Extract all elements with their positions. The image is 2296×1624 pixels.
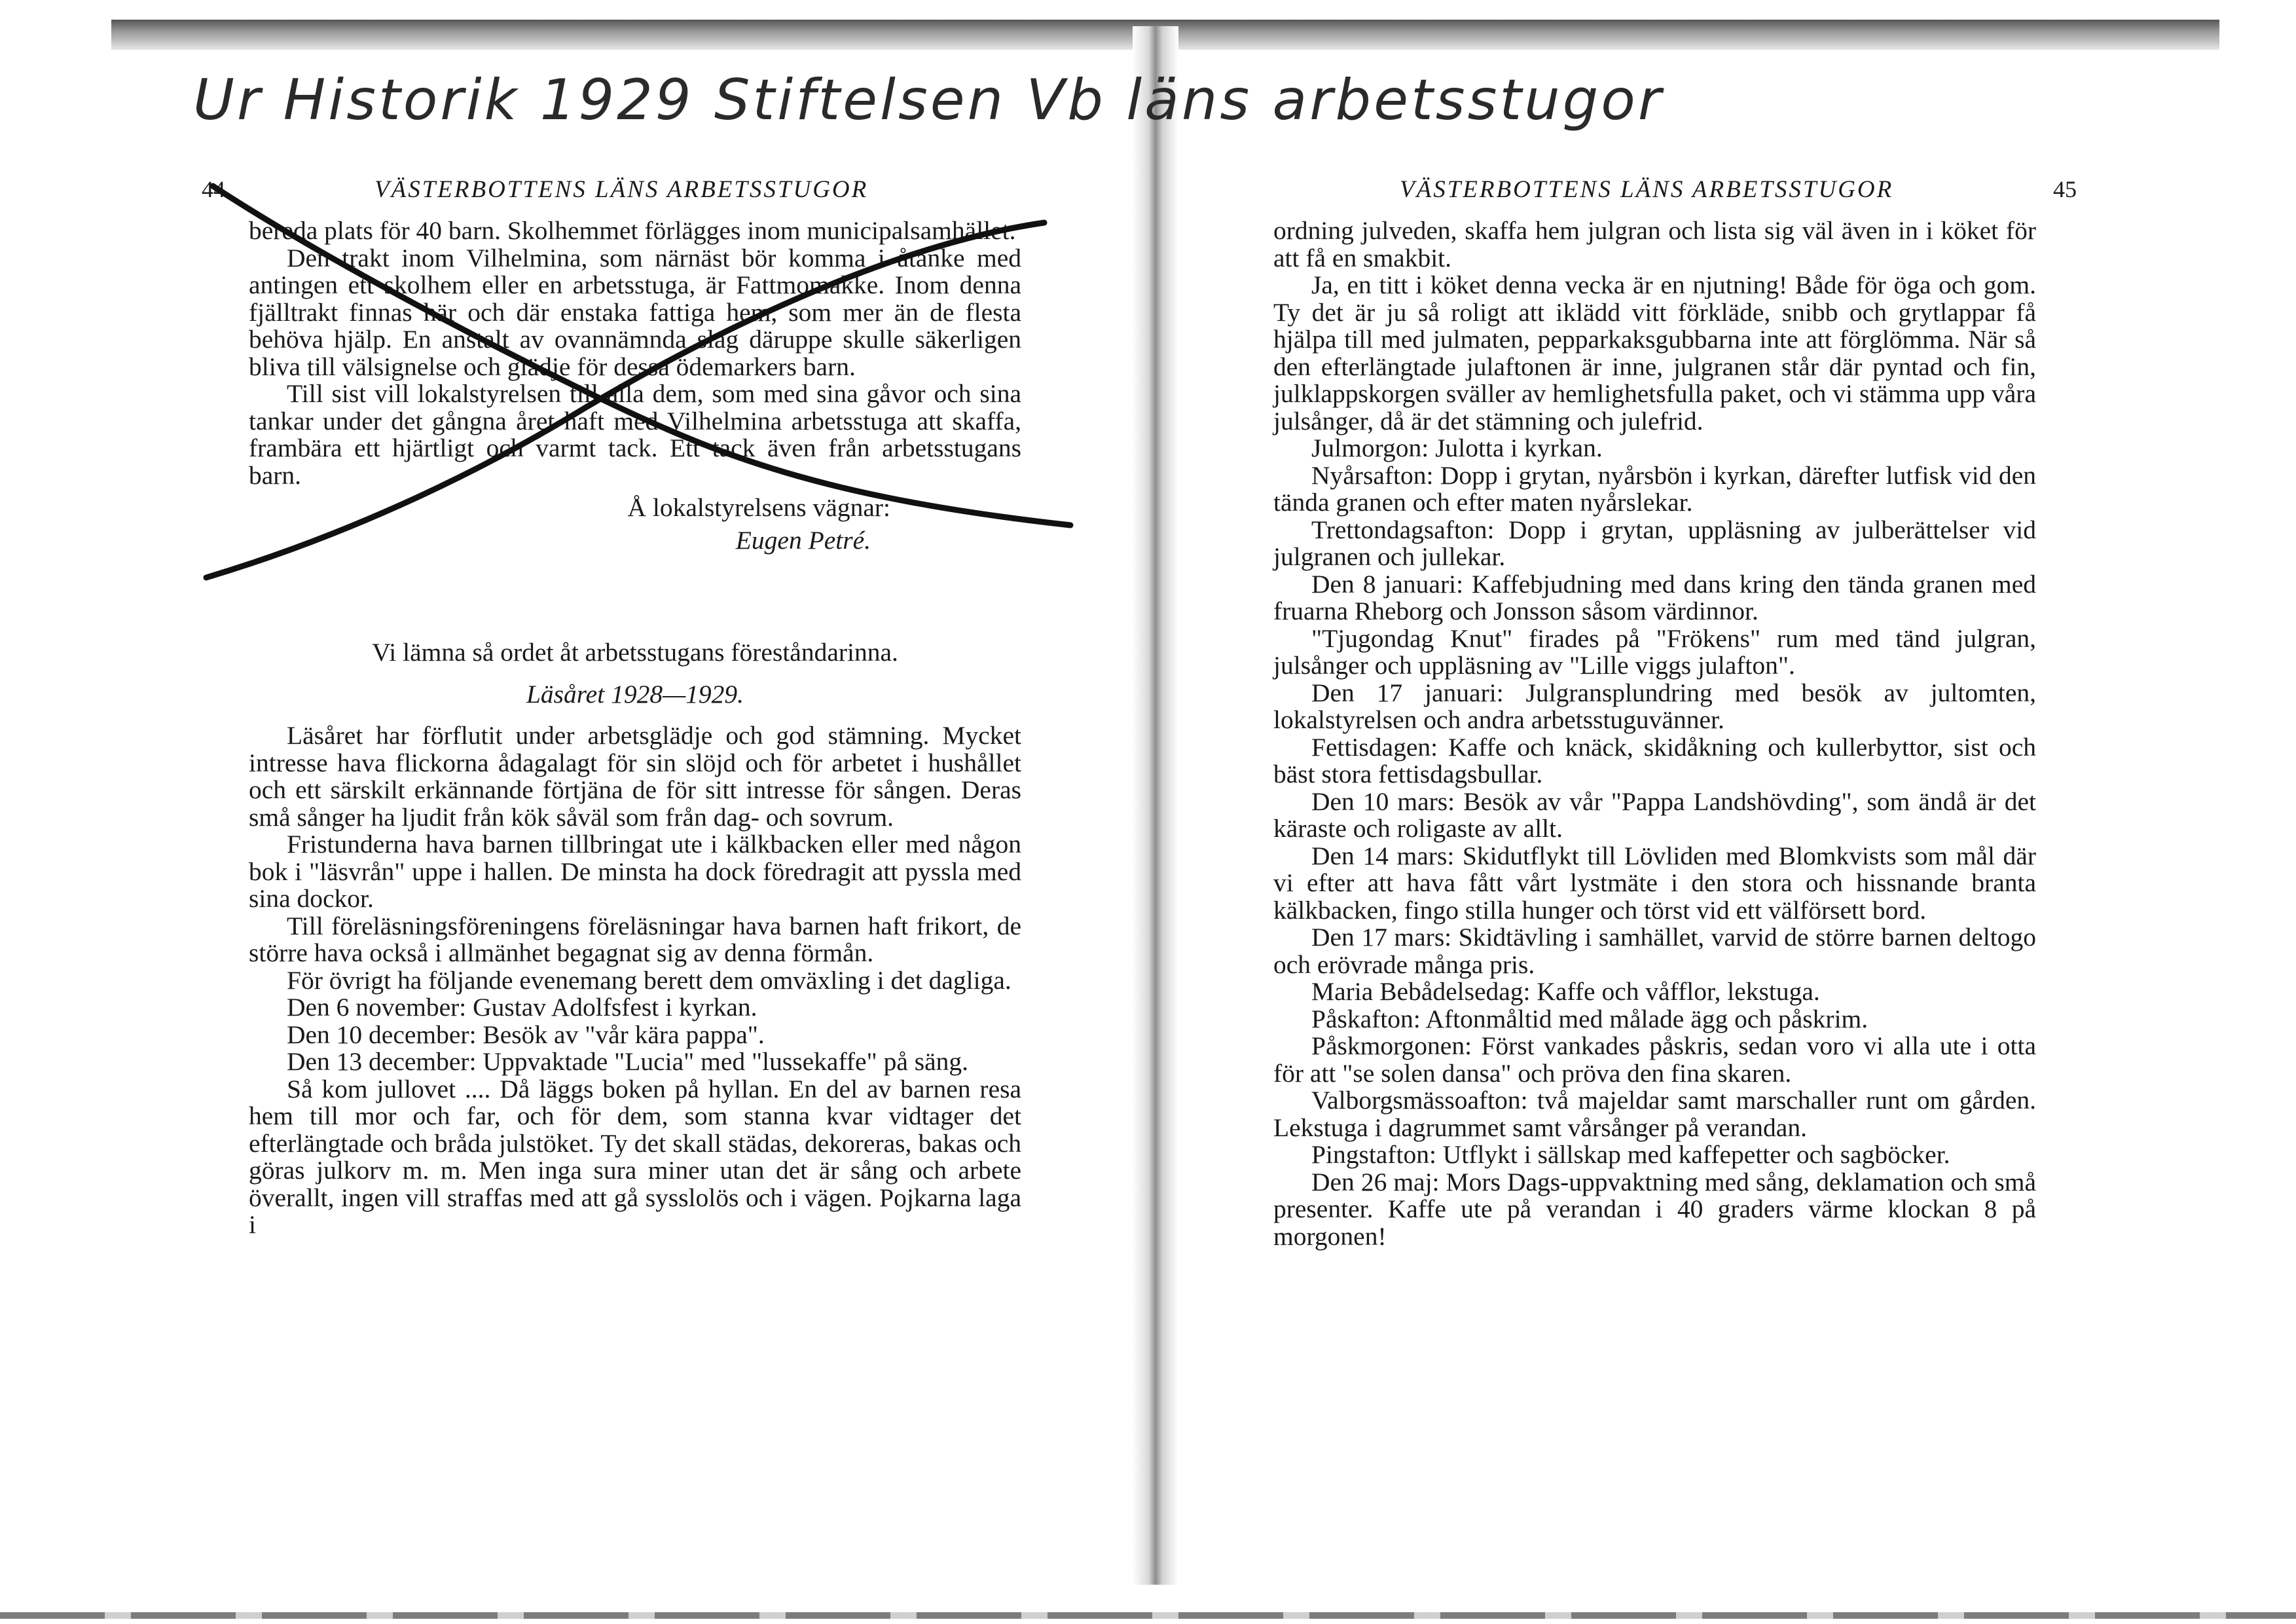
paragraph: ordning julveden, skaffa hem julgran och lista sig väl även in i köket för att få en smakbit. <box>1273 216 2036 272</box>
event-entry: Den 13 december: Uppvaktade "Lucia" med "lussekaffe" på säng. <box>287 1047 969 1076</box>
paragraph: Så kom jullovet .... Då läggs boken på hyllan. En del av barnen resa hem till mor och far, och för dem, som stanna kvar vidtager det efterlängtade och bråda julstöket. Ty det skall städas, dekoreras, bakas och göras julkorv m. m. Men inga sura miner utan det är sång och arbete överallt, ingen vill straffas med att gå sysslolös och i vägen. Pojkarna laga i <box>249 1074 1021 1239</box>
event-entry: Trettondagsafton: Dopp i grytan, uppläsning av julberättelser vid julgranen och jullekar. <box>1273 515 2036 571</box>
event-entry: Påskmorgonen: Först vankades påskris, sedan voro vi alla ute i otta för att "se solen dansa" och pröva den fina skaren. <box>1273 1031 2036 1088</box>
handwritten-note-text: Ur Historik 1929 Stiftelsen Vb läns arbetsstugor <box>193 67 1664 133</box>
right-page-number: 45 <box>2053 176 2077 202</box>
paragraph: Fristunderna hava barnen tillbringat ute i kälkbacken eller med någon bok i "läsvrån" uppe i hallen. De minsta ha dock föredragit att pyssla med sina dockor. <box>249 830 1021 913</box>
event-entry: Julmorgon: Julotta i kyrkan. <box>1311 434 1603 462</box>
event-entry: Den 26 maj: Mors Dags-uppvaktning med sång, deklamation och små presenter. Kaffe ute på verandan i 40 graders värme klockan 8 på morgonen! <box>1273 1167 2036 1251</box>
handwritten-note <box>193 54 1664 139</box>
right-page <box>1273 172 2077 1251</box>
event-entry: Den 17 mars: Skidtävling i samhället, varvid de större barnen deltogo och erövrade många pris. <box>1273 923 2036 979</box>
paragraph: Till föreläsningsföreningens föreläsningar hava barnen haft frikort, de större hava också i allmänhet begagnat sig av denna förmån. <box>249 911 1021 967</box>
event-entry: Fettisdagen: Kaffe och knäck, skidåkning och kullerbyttor, sist och bäst stora fettisdagsbullar. <box>1273 732 2036 788</box>
right-running-head <box>1273 172 2077 217</box>
left-page-text <box>249 217 1021 1239</box>
paragraph: För övrigt ha följande evenemang berett dem omväxling i det dagliga. <box>287 965 1011 995</box>
left-page-number: 44 <box>202 176 225 202</box>
signature-line: Å lokalstyrelsens vägnar: <box>627 493 890 522</box>
event-entry: "Tjugondag Knut" firades på "Frökens" rum med tänd julgran, julsånger och uppläsning av "Lille viggs julafton". <box>1273 623 2036 680</box>
event-entry: Den 14 mars: Skidutflykt till Lövliden med Blomkvists som mål där vi efter att hava fått vårt lystmäte i den stora och hissnande branta kälkbacken, fingo stilla hunger och törst vid ett välförsett bord. <box>1273 841 2036 925</box>
event-entry: Den 6 november: Gustav Adolfsfest i kyrkan. <box>287 993 757 1022</box>
paragraph: Till sist vill lokalstyrelsen till alla dem, som med sina gåvor och sina tankar under det gångna året haft med Vilhelmina arbetsstuga att skaffa, frambära ett hjärtligt och varmt tack. Ett tack även från arbetsstugans barn. <box>249 379 1021 490</box>
book-gutter-shadow <box>1133 26 1178 1585</box>
right-running-title: VÄSTERBOTTENS LÄNS ARBETSSTUGOR <box>1400 176 1894 203</box>
left-running-head <box>202 172 1021 217</box>
signature-name: Eugen Petré. <box>735 525 871 555</box>
event-entry: Nyårsafton: Dopp i grytan, nyårsbön i kyrkan, därefter lutfisk vid den tända granen och efter maten nyårslekar. <box>1273 460 2036 517</box>
paragraph: Läsåret har förflutit under arbetsglädje och god stämning. Mycket intresse hava flickorna ådagalagt för sin slöjd och för arbetet i hushållet och ett särskilt erkännande förtjäna de för sitt intresse för sången. Deras små sånger ha ljudit från kök såväl som från dag- och sovrum. <box>249 721 1021 832</box>
event-entry: Pingstafton: Utflykt i sällskap med kaffepetter och sagböcker. <box>1311 1140 1950 1169</box>
paragraph: Ja, en titt i köket denna vecka är en njutning! Både för öga och gom. Ty det är ju så roligt att iklädd vitt förkläde, snibb och grytlappar få hjälpa till med julmaten, pepparkaksgubbarna inte att förglömma. När så den efterlängtade julaftonen är inne, julgranen står där pyntad och fin, julklappskorgen sväller av hemlighetsfulla paket, och vi stämma upp våra julsånger, då är det stämning och julefrid. <box>1273 270 2036 435</box>
event-entry: Den 17 januari: Julgransplundring med besök av jultomten, lokalstyrelsen och andra arbetsstuguvänner. <box>1273 678 2036 734</box>
event-entry: Valborgsmässoafton: två majeldar samt marschaller runt om gården. Lekstuga i dagrummet samt vårsånger på verandan. <box>1273 1086 2036 1142</box>
scan-bottom-edge <box>0 1612 2296 1619</box>
left-page <box>202 172 1021 1239</box>
paragraph: bereda plats för 40 barn. Skolhemmet förlägges inom municipalsamhället. <box>249 216 1016 245</box>
event-entry: Maria Bebådelsedag: Kaffe och våfflor, lekstuga. <box>1311 977 1820 1006</box>
event-entry: Påskafton: Aftonmåltid med målade ägg och påskrim. <box>1311 1004 1868 1033</box>
section-title: Läsåret 1928—1929. <box>526 679 744 709</box>
right-page-text <box>1273 217 2036 1250</box>
event-entry: Den 10 december: Besök av "vår kära pappa". <box>287 1020 765 1049</box>
left-running-title: VÄSTERBOTTENS LÄNS ARBETSSTUGOR <box>374 176 869 203</box>
event-entry: Den 8 januari: Kaffebjudning med dans kring den tända granen med fruarna Rheborg och Jonsson såsom värdinnor. <box>1273 569 2036 625</box>
paragraph: Den trakt inom Vilhelmina, som närnäst bör komma i åtanke med antingen ett skolhem eller en arbetsstuga, är Fattmomakke. Inom denna fjälltrakt finnas här och där enstaka fattiga hem, som mer än de flesta behöva hjälp. En anstalt av ovannämnda slag däruppe skulle säkerligen bliva till välsignelse och glädje för dessa ödemarkers barn. <box>249 243 1021 381</box>
event-entry: Den 10 mars: Besök av vår "Pappa Landshövding", som ändå är det käraste och roligaste av allt. <box>1273 786 2036 843</box>
intro-line: Vi lämna så ordet åt arbetsstugans föreståndarinna. <box>372 638 898 667</box>
